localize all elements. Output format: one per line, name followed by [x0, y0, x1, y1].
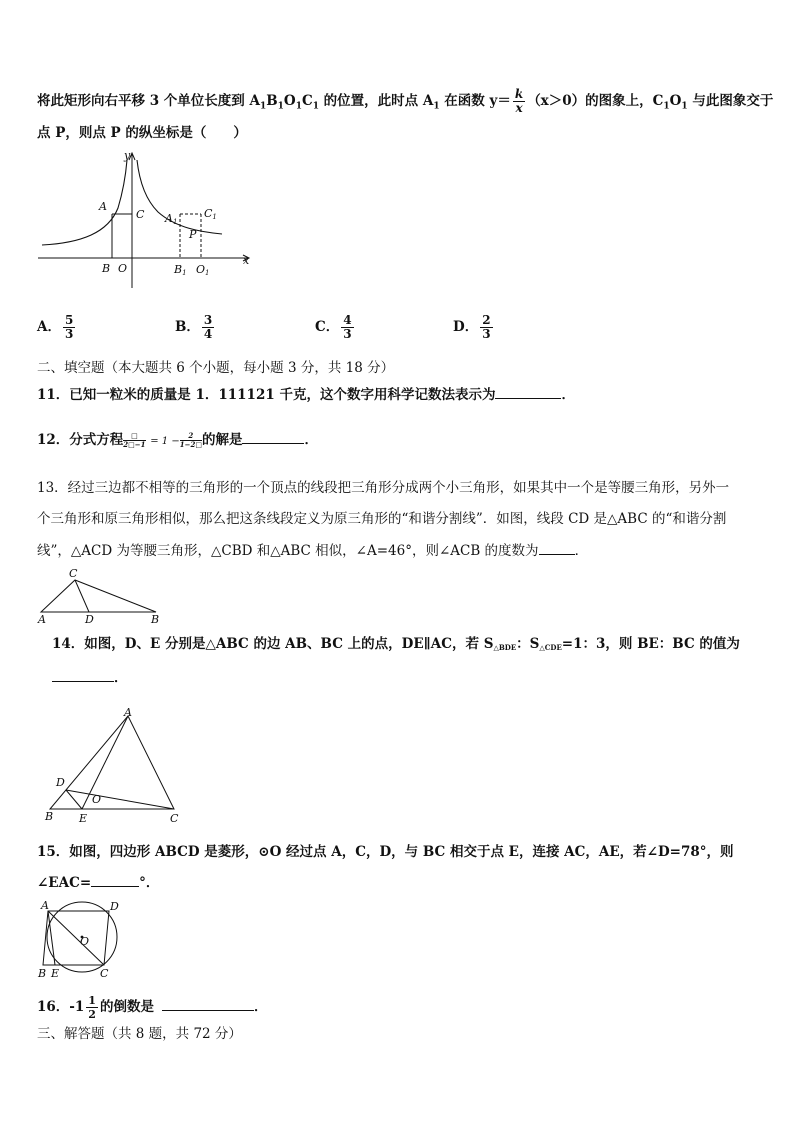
label-D: D [56, 776, 65, 789]
label-A: A [38, 613, 46, 626]
label-A: A [99, 200, 107, 213]
label-C: C [100, 967, 109, 980]
label-C: C [136, 208, 145, 221]
q11-answer-blank[interactable] [495, 385, 561, 399]
triangle-ABC [50, 716, 174, 809]
label-C1: C1 [204, 207, 217, 221]
label-E: E [79, 812, 88, 825]
label-A: A [41, 899, 49, 912]
label-O: O [80, 935, 90, 948]
q10-option-a[interactable]: A． $\frac{5}{3}$ [37, 313, 74, 341]
label-C: C [69, 567, 78, 580]
q13-answer-blank[interactable] [539, 541, 575, 555]
q13-line3: 线”，△ACD 为等腰三角形，△CBD 和△ABC 相似，∠A=46°，则∠ACB 的度数为 ． [37, 543, 589, 559]
label-D: D [110, 900, 119, 913]
q16: 16．-1 $\frac{1}{2}$ 的倒数是 ． [37, 994, 268, 1021]
q12-fraction-1: □ 2□−1 [123, 431, 146, 449]
q12-fraction-2: $\frac{2}{1-2□}$ [179, 431, 202, 449]
q10-line2: 点 P，则点 P 的纵坐标是（ ） [37, 125, 247, 141]
q15-rhombus-circle-figure [36, 898, 126, 980]
q13-line2: 个三角形和原三角形相似，那么把这条线段定义为原三角形的“和谐分割线”．如图，线段 CD 是△ABC 的“和谐分割 [37, 511, 727, 527]
segment-DC [66, 790, 174, 809]
q16-answer-blank[interactable] [162, 997, 254, 1011]
label-x: x [243, 254, 250, 267]
label-O1: O1 [196, 263, 210, 277]
q14-answer-blank[interactable] [52, 668, 114, 682]
q14-line1: 14．如图，D、E 分别是△ABC 的边 AB、BC 上的点，DE∥AC，若 S△BDE：S△CDE=1：3，则 BE：BC 的值为 [52, 636, 740, 652]
q10-option-d[interactable]: D． $\frac{2}{3}$ [453, 313, 491, 341]
label-E: E [51, 967, 60, 980]
q10-hyperbola-figure [36, 148, 258, 290]
label-C: C [170, 812, 179, 825]
section-3-heading: 三、解答题（共 8 题，共 72 分） [37, 1026, 242, 1042]
q10-line1: 将此矩形向右平移 3 个单位长度到 $A_1B_1O_1C_1$ 的位置，此时点 $A_1$ 在函数 y＝ $\frac{k}{x}$ （x＞0）的图象上，$C_1O_1$ 与此图象交于 [37, 87, 774, 115]
label-B: B [45, 810, 54, 823]
q12: 12．分式方程 □ 2□−1 = 1 − $\frac{2}{1-2□}$ 的解是 ． [37, 431, 318, 449]
label-y: y [124, 149, 131, 162]
q14-triangle-figure [42, 706, 190, 828]
hyperbola-right-branch [137, 160, 222, 234]
q15-line1: 15．如图，四边形 ABCD 是菱形，⊙O 经过点 A，C，D，与 BC 相交于点 E，连接 AC，AE，若∠D=78°，则 [37, 844, 734, 860]
triangle-ABC [41, 580, 156, 612]
segment-AC [48, 911, 104, 965]
label-A: A [124, 706, 132, 719]
q16-fraction: $\frac{1}{2}$ [88, 994, 96, 1021]
q13-line1: 13．经过三边都不相等的三角形的一个顶点的线段把三角形分成两个小三角形，如果其中一个是等腰三角形，另外一 [37, 480, 730, 496]
q10-option-c[interactable]: C． $\frac{4}{3}$ [315, 313, 352, 341]
label-D: D [85, 613, 94, 626]
q11: 11．已知一粒米的质量是 1．111121 千克，这个数字用科学记数法表示为 ． [37, 387, 575, 403]
label-A1: A1 [165, 212, 178, 226]
q12-answer-blank[interactable] [242, 430, 304, 444]
q15-line2: ∠EAC= °． [37, 875, 160, 891]
q13-triangle-figure [36, 566, 166, 626]
q10-option-b[interactable]: B． $\frac{3}{4}$ [175, 313, 213, 341]
q15-answer-blank[interactable] [91, 873, 139, 887]
q10-fraction-k-over-x: $\frac{k}{x}$ [514, 87, 524, 115]
label-B1: B1 [174, 263, 187, 277]
label-B: B [102, 262, 111, 275]
label-O: O [92, 793, 102, 806]
q14-line2: ． [52, 668, 128, 687]
hyperbola-left-branch [42, 160, 127, 245]
label-O: O [118, 262, 128, 275]
label-B: B [38, 967, 47, 980]
label-B: B [151, 613, 160, 626]
section-2-heading: 二、填空题（本大题共 6 个小题，每小题 3 分，共 18 分） [37, 360, 395, 376]
label-P: P [189, 228, 197, 241]
